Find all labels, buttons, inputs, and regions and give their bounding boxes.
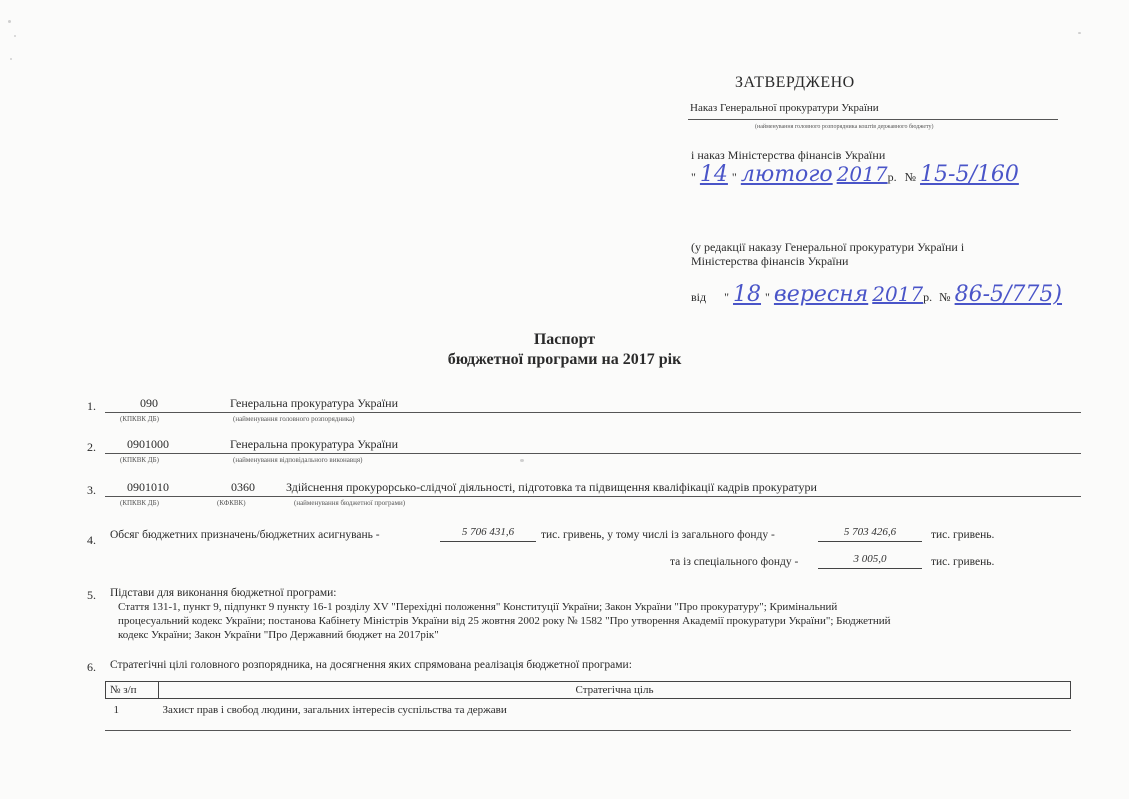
item-3-underline xyxy=(105,496,1081,497)
item-5-number: 5. xyxy=(87,588,96,602)
item-1-name-caption: (найменування головного розпорядника) xyxy=(233,415,355,423)
table-bottom-line xyxy=(105,730,1071,731)
scan-speck xyxy=(8,20,11,23)
scan-speck xyxy=(1078,32,1081,34)
edition-date-line xyxy=(691,282,1062,312)
item-6-heading: Стратегічні цілі головного розпорядника, на досягнення яких спрямована реалізація бюджетної програми: xyxy=(110,659,632,671)
item-3-number: 3. xyxy=(87,483,96,497)
item-1-code-caption: (КПКВК ДБ) xyxy=(120,415,159,423)
scan-speck xyxy=(10,58,12,60)
item-2-code-caption: (КПКВК ДБ) xyxy=(120,456,159,464)
item-5-heading: Підстави для виконання бюджетної програми: xyxy=(110,587,337,599)
item-6-number: 6. xyxy=(87,660,96,674)
approval-heading: ЗАТВЕРДЖЕНО xyxy=(735,74,855,91)
approval-order-text: Наказ Генеральної прокуратури України xyxy=(690,102,879,114)
scan-speck xyxy=(520,459,524,462)
approval-number: 15-5/160 xyxy=(920,162,1019,187)
edition-mid-quote: " xyxy=(765,290,770,304)
item-3-code: 0901010 xyxy=(127,480,169,494)
edition-month: вересня xyxy=(773,282,869,307)
item-2-name: Генеральна прокуратура України xyxy=(230,437,399,451)
item-1-code: 090 xyxy=(140,396,158,410)
edition-day: 18 xyxy=(733,282,762,307)
item-4-total-value: 5 706 431,6 xyxy=(461,526,515,538)
item-1-underline xyxy=(105,412,1081,413)
item-4-mid-text: тис. гривень, у тому числі із загального фонду - xyxy=(541,529,775,541)
item-2-underline xyxy=(105,453,1081,454)
approval-order-underline xyxy=(688,119,1058,120)
edition-year: 2017 xyxy=(872,282,924,306)
mof-order-text: і наказ Міністерства фінансів України xyxy=(691,148,886,162)
table-row xyxy=(106,699,1071,722)
strategic-goals-table xyxy=(105,681,1071,721)
item-5-line-2: процесуальний кодекс України; постанова Кабінету Міністрів України від 25 жовтня 2002 року № 1582 "Про утворення Академії прокуратури України"; Бюджетний xyxy=(118,615,891,627)
page-subtitle: бюджетної програми на 2017 рік xyxy=(447,351,682,368)
item-4-special-underline xyxy=(818,568,922,569)
approval-number-sign: № xyxy=(904,170,917,184)
approval-order-caption: (найменування головного розпорядника коштів державного бюджету) xyxy=(755,124,934,130)
item-4-total-underline xyxy=(440,541,536,542)
approval-year: 2017 xyxy=(836,162,888,186)
table-cell-number: 1 xyxy=(113,704,119,716)
item-3-code-caption: (КПКВК ДБ) xyxy=(120,499,159,507)
item-2-code: 0901000 xyxy=(127,437,169,451)
item-4-special-text: та із спеціального фонду - xyxy=(670,556,799,568)
table-header-row xyxy=(106,682,1071,699)
item-4-unit-2: тис. гривень. xyxy=(931,556,995,568)
item-3-name: Здійснення прокурорсько-слідчої діяльності, підготовка та підвищення кваліфікації кадрів прокуратури xyxy=(286,480,817,494)
item-4-general-underline xyxy=(818,541,922,542)
item-2-number: 2. xyxy=(87,440,96,454)
table-header-goal: Стратегічна ціль xyxy=(159,682,1071,699)
approval-date-line xyxy=(691,162,1019,190)
table-cell-goal: Захист прав і свобод людини, загальних інтересів суспільства та держави xyxy=(162,704,507,716)
item-1-name: Генеральна прокуратура України xyxy=(230,396,399,410)
edition-line2: Міністерства фінансів України xyxy=(691,254,849,268)
date-mid-quote: " xyxy=(731,170,737,184)
page-title: Паспорт xyxy=(533,331,596,348)
item-2-name-caption: (найменування відповідального виконавця) xyxy=(233,456,363,464)
item-4-special-value: 3 005,0 xyxy=(853,553,887,565)
approval-month: лютого xyxy=(740,162,833,187)
item-4-number: 4. xyxy=(87,533,96,547)
item-4-text: Обсяг бюджетних призначень/бюджетних асигнувань - xyxy=(110,529,380,541)
item-5-line-3: кодекс України; Закон України "Про Державний бюджет на 2017рік" xyxy=(118,629,439,641)
edition-number-sign: № xyxy=(939,290,951,304)
edition-year-suffix: р. xyxy=(923,290,933,304)
edition-from-label: від xyxy=(691,290,707,304)
approval-year-suffix: р. xyxy=(887,170,897,184)
edition-number: 86-5/775) xyxy=(954,282,1063,307)
item-3-kfkvk: 0360 xyxy=(231,480,255,494)
item-5-line-1: Стаття 131-1, пункт 9, підпункт 9 пункту 16-1 розділу XV "Перехідні положення" Конституції України; Закон України "Про прокуратуру"; Кримінальний xyxy=(118,601,838,613)
item-3-name-caption: (найменування бюджетної програми) xyxy=(294,499,406,507)
approval-day: 14 xyxy=(699,162,728,187)
date-open-quote: " xyxy=(691,170,696,184)
item-3-kfkvk-caption: (КФКВК) xyxy=(217,499,246,507)
edition-line1: (у редакції наказу Генеральної прокуратури України і xyxy=(691,240,965,254)
scan-speck xyxy=(14,35,16,37)
table-header-number: № з/п xyxy=(106,682,159,699)
item-4-general-value: 5 703 426,6 xyxy=(843,526,897,538)
item-4-unit: тис. гривень. xyxy=(931,529,995,541)
edition-open-quote: " xyxy=(724,290,730,304)
item-1-number: 1. xyxy=(87,399,96,413)
